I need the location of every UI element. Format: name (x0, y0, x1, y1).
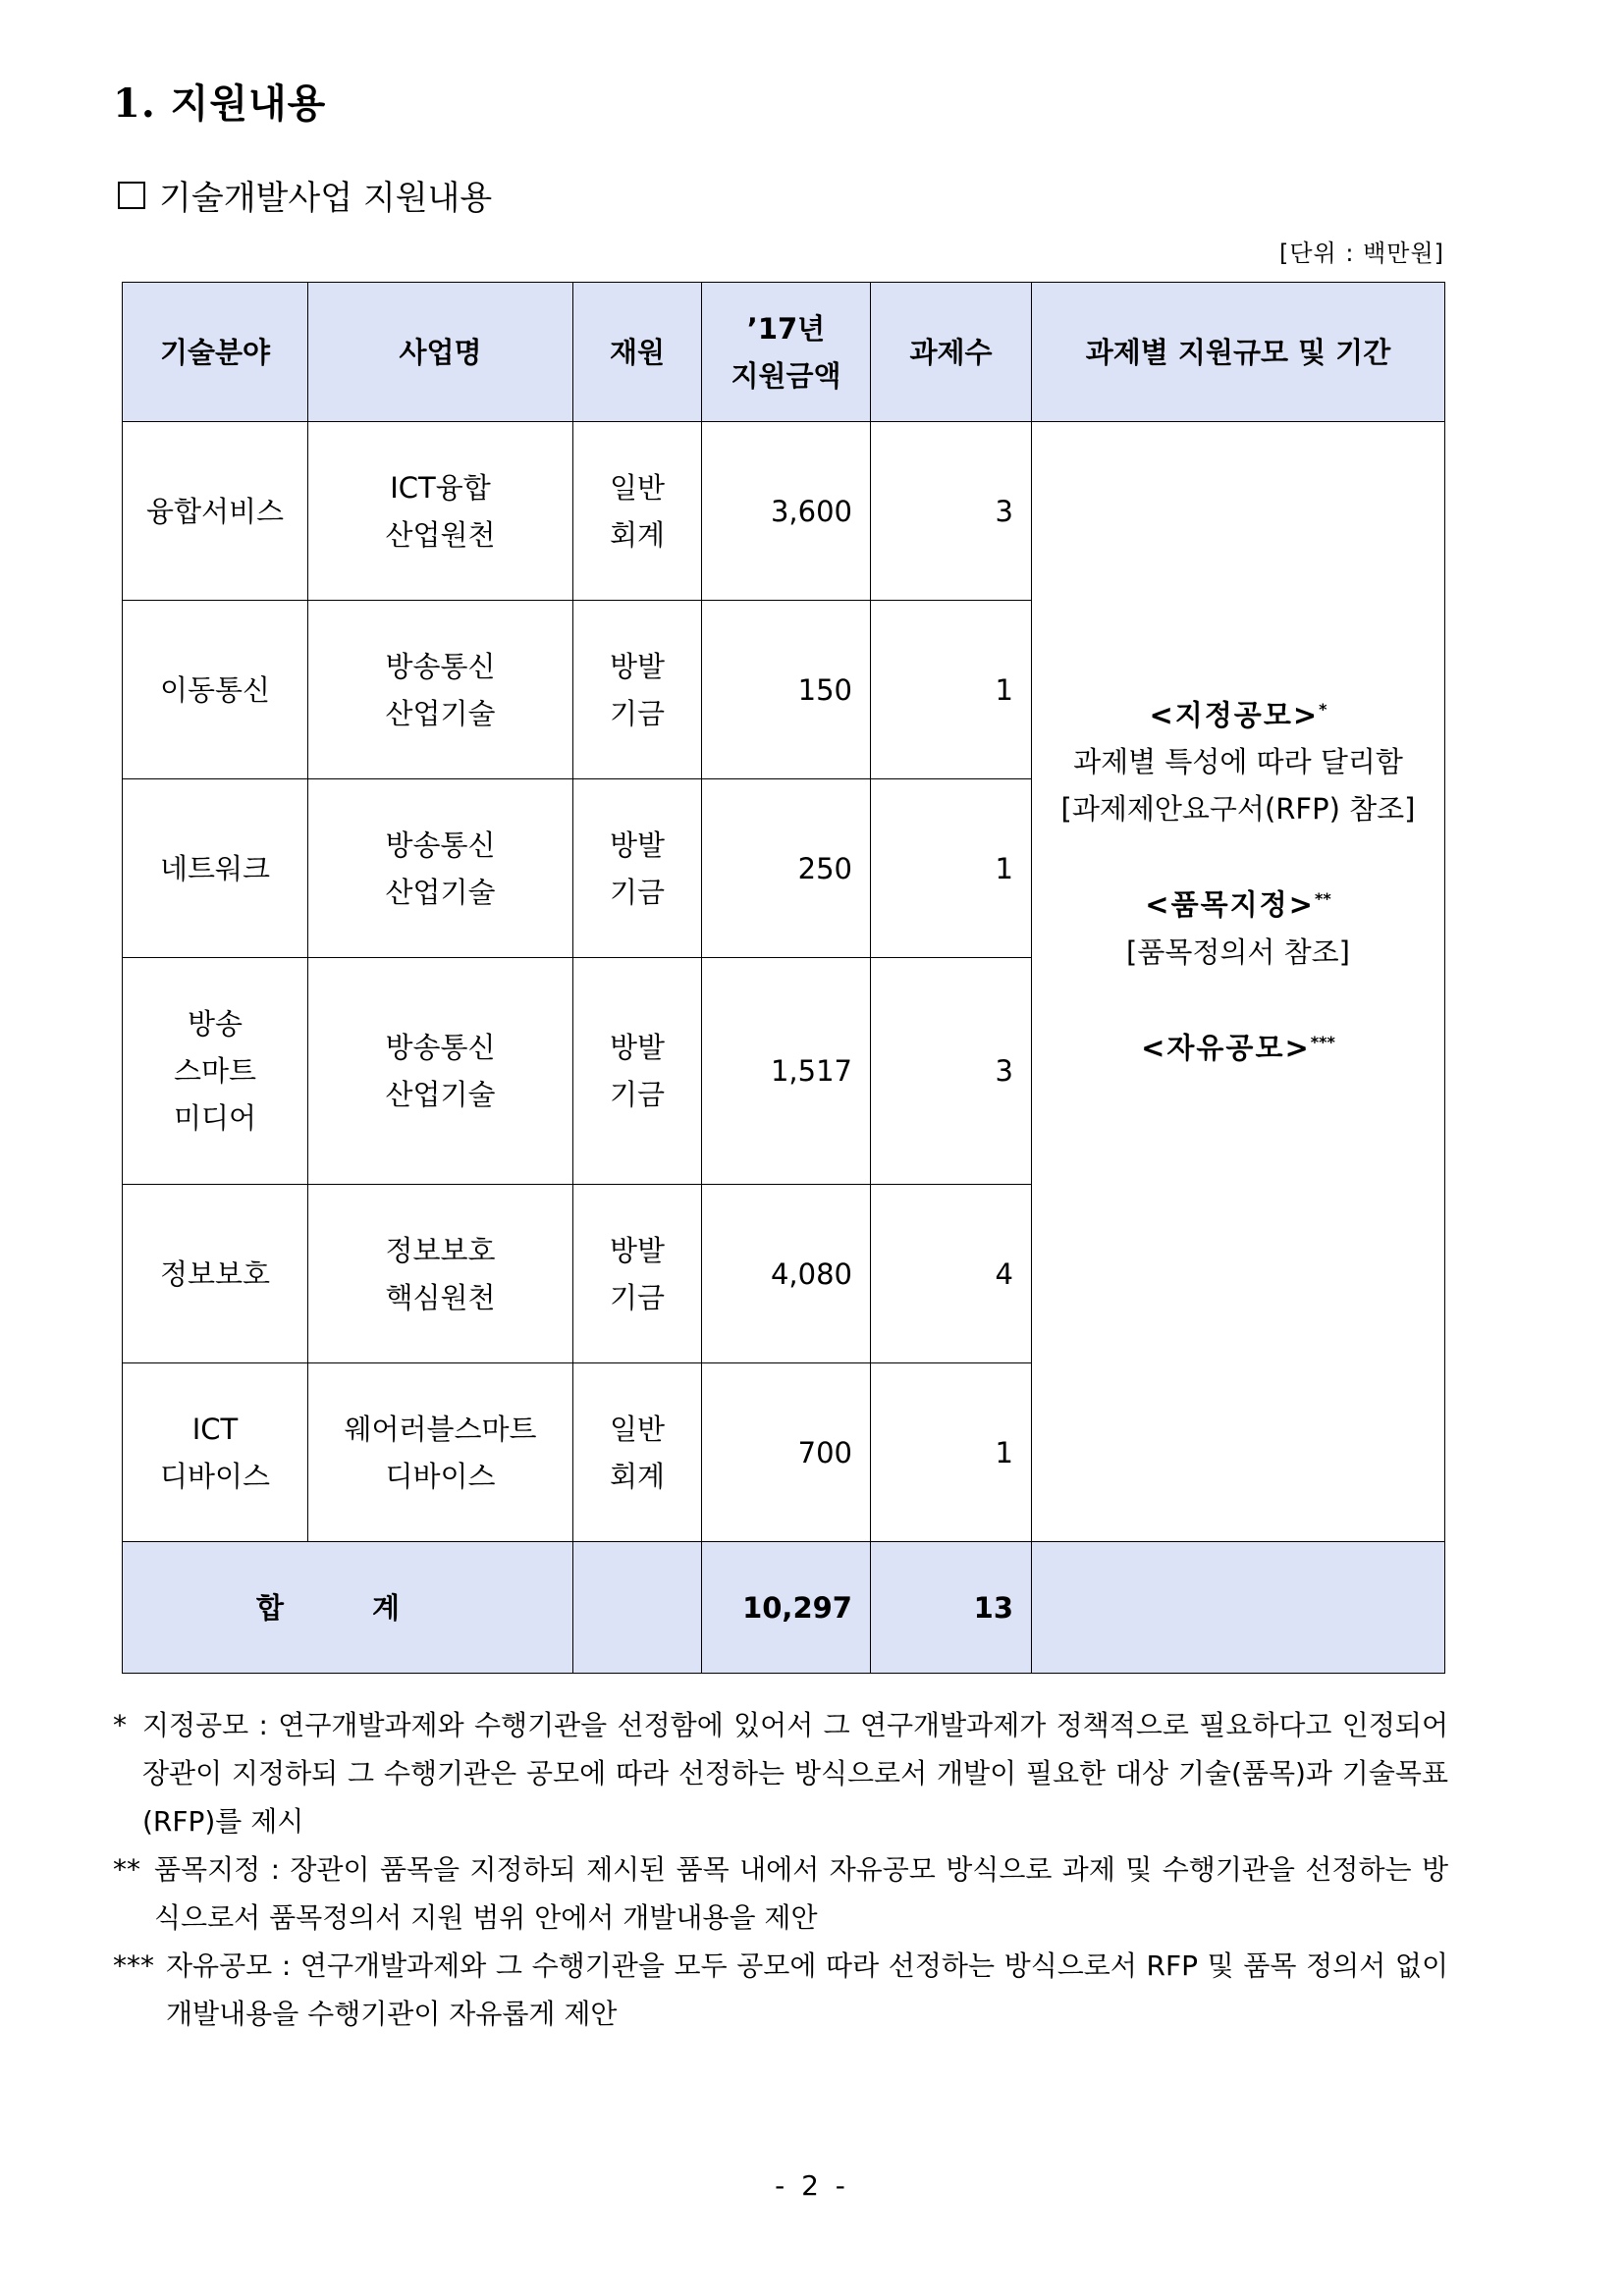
cell-amount: 3,600 (702, 422, 871, 601)
table-header-row (123, 283, 1445, 422)
table-total-row (123, 1542, 1445, 1674)
footnote-free: *** 자유공모 : 연구개발과제와 그 수행기관을 모두 공모에 따라 선정하는 방식으로서 RFP 및 품목 정의서 없이 개발내용을 수행기관이 자유롭게 제안 (113, 1949, 1448, 2030)
table-row (123, 422, 1445, 601)
designated-title: <지정공모>* (1149, 698, 1327, 732)
subsection-title: 기술개발사업 지원내용 (159, 179, 493, 218)
unit-label: [단위 : 백만원] (1279, 240, 1444, 267)
cell-amount: 4,080 (702, 1185, 871, 1363)
cell-amount: 700 (702, 1363, 871, 1542)
designated-line1: 과제별 특성에 따라 달리함 (1073, 745, 1403, 779)
cell-field: 방송 스마트 미디어 (123, 958, 308, 1185)
total-scale-empty (1032, 1542, 1445, 1674)
cell-project: 웨어러블스마트 디바이스 (308, 1363, 573, 1542)
cell-field: ICT 디바이스 (123, 1363, 308, 1542)
item-line1: [품목정의서 참조] (1126, 934, 1350, 969)
footnote-designated: * 지정공모 : 연구개발과제와 수행기관을 선정함에 있어서 그 연구개발과제가 정책적으로 필요하다고 인정되어 장관이 지정하되 그 수행기관은 공모에 따라 선정하는 방식으로서 개발이 필요한 대상 기술(품목)과 기술목표(RFP)를 제시 (113, 1709, 1448, 1838)
designated-line2: [과제제안요구서(RFP) 참조] (1060, 792, 1416, 827)
total-label: 합 계 (123, 1542, 573, 1674)
scale-note-cell (1032, 422, 1445, 1542)
cell-project: 방송통신 산업기술 (308, 601, 573, 779)
cell-count: 3 (871, 958, 1032, 1185)
cell-field: 네트워크 (123, 779, 308, 958)
cell-project: 정보보호 핵심원천 (308, 1185, 573, 1363)
header-count: 과제수 (871, 283, 1032, 422)
cell-amount: 250 (702, 779, 871, 958)
header-project: 사업명 (308, 283, 573, 422)
free-title: <자유공모>*** (1141, 1031, 1335, 1065)
cell-count: 4 (871, 1185, 1032, 1363)
header-fund: 재원 (573, 283, 702, 422)
checkbox-square-icon (118, 182, 145, 209)
cell-fund: 방발 기금 (573, 958, 702, 1185)
page-number: - 2 - (775, 2169, 849, 2202)
item-title: <품목지정>** (1145, 887, 1331, 922)
section-title: 1. 지원내용 (113, 80, 327, 127)
cell-count: 1 (871, 779, 1032, 958)
cell-count: 1 (871, 601, 1032, 779)
subsection-heading (118, 171, 492, 219)
total-amount: 10,297 (702, 1542, 871, 1674)
cell-project: 방송통신 산업기술 (308, 779, 573, 958)
cell-project: 방송통신 산업기술 (308, 958, 573, 1185)
cell-field: 정보보호 (123, 1185, 308, 1363)
total-fund-empty (573, 1542, 702, 1674)
cell-amount: 150 (702, 601, 871, 779)
header-amount: ’17년 지원금액 (702, 283, 871, 422)
cell-fund: 일반 회계 (573, 1363, 702, 1542)
cell-count: 1 (871, 1363, 1032, 1542)
total-count: 13 (871, 1542, 1032, 1674)
cell-project: ICT융합 산업원천 (308, 422, 573, 601)
cell-fund: 일반 회계 (573, 422, 702, 601)
header-field: 기술분야 (123, 283, 308, 422)
header-scale: 과제별 지원규모 및 기간 (1032, 283, 1445, 422)
cell-field: 융합서비스 (123, 422, 308, 601)
cell-count: 3 (871, 422, 1032, 601)
cell-fund: 방발 기금 (573, 601, 702, 779)
cell-fund: 방발 기금 (573, 1185, 702, 1363)
footnotes (113, 1701, 1448, 2038)
cell-fund: 방발 기금 (573, 779, 702, 958)
cell-field: 이동통신 (123, 601, 308, 779)
cell-amount: 1,517 (702, 958, 871, 1185)
footnote-item: ** 품목지정 : 장관이 품목을 지정하되 제시된 품목 내에서 자유공모 방식으로 과제 및 수행기관을 선정하는 방식으로서 품목정의서 지원 범위 안에서 개발내용을 제안 (113, 1853, 1448, 1934)
support-table (122, 282, 1445, 1674)
